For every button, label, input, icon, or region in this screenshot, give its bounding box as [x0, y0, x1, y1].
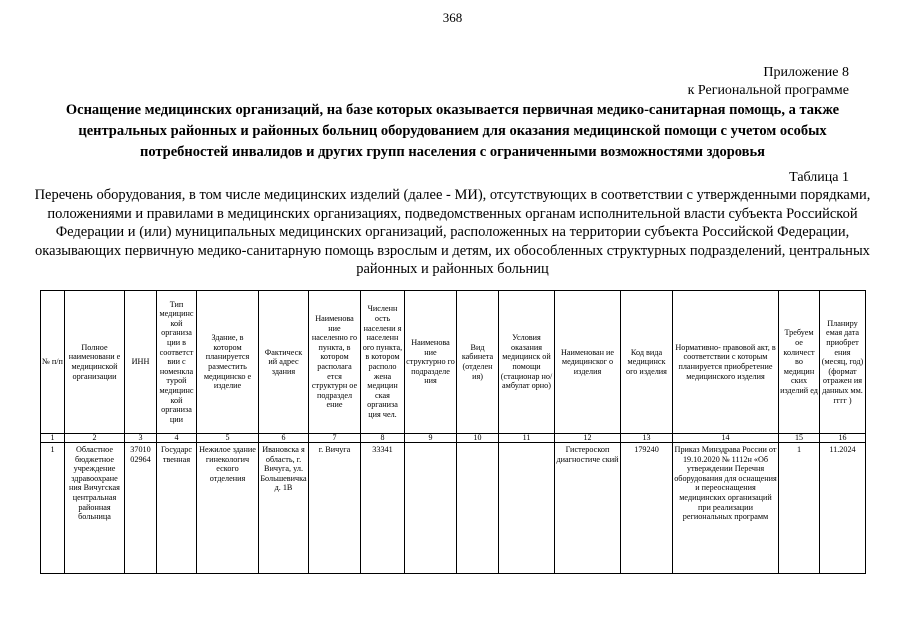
column-number: 16: [820, 434, 866, 443]
column-number: 11: [499, 434, 555, 443]
table-cell: 1: [779, 443, 820, 574]
column-number: 6: [259, 434, 309, 443]
table-cell: 33341: [361, 443, 405, 574]
column-number: 5: [197, 434, 259, 443]
table-cell: Гистероскоп диагностиче ский: [555, 443, 621, 574]
document-title: Оснащение медицинских организаций, на базе которых оказывается первичная медико-санитарная помощь, а также центральных районных и районных больниц оборудованием для оказания медицинской помощи с учетом особых потребностей инвалидов и других групп населения с ограниченными возможностями здоровья: [65, 102, 840, 160]
table-subtitle: Перечень оборудования, в том числе медицинских изделий (далее - МИ), отсутствующих в соответствии с утвержденными порядками, положениями и правилами в медицинских организациях, подведомственных органам исполнительной власти субъекта Российской Федерации и (или) муниципальных медицинских организаций, расположенных на территории субъекта Российской Федерации, оказывающих первичную медико-санитарную помощь взрослым и детям, их обособленных структурных подразделений, центральных районных и районных больниц: [34, 187, 871, 277]
header-cell: Наименова ние населенно го пункта, в котором располага ется структурн ое подраздел ение: [309, 291, 361, 434]
header-cell: Полное наименовани е медицинской организации: [65, 291, 125, 434]
header-cell: Условия оказания медицинск ой помощи (стационар но/амбулат орно): [499, 291, 555, 434]
table-header-row: [41, 291, 866, 434]
column-number: 14: [673, 434, 779, 443]
table-cell: Приказ Минздрава России от 19.10.2020 № 1112н «Об утверждении Перечня оборудования для оснащения и переоснащения медицинских организаций при реализации региональных программ: [673, 443, 779, 574]
table-cell: 1: [41, 443, 65, 574]
table-label: Таблица 1: [789, 170, 849, 185]
header-cell: ИНН: [125, 291, 157, 434]
header-cell: Здание, в котором планируется разместить медицинско е изделие: [197, 291, 259, 434]
column-number: 15: [779, 434, 820, 443]
column-number: 7: [309, 434, 361, 443]
table-cell: 11.2024: [820, 443, 866, 574]
table-cell: Ивановска я область, г. Вичуга, ул. Большевичка д. 1В: [259, 443, 309, 574]
table-cell: Нежилое здание гинекологич еского отделения: [197, 443, 259, 574]
page-number: 368: [442, 10, 463, 25]
header-cell: Требуем ое количест во медицин ских изделий ед: [779, 291, 820, 434]
appendix-heading: [688, 64, 849, 100]
header-cell: № п/п: [41, 291, 65, 434]
table-row: [41, 443, 866, 574]
header-cell: Наименован ие медицинског о изделия: [555, 291, 621, 434]
appendix-line-1: Приложение 8: [763, 65, 849, 80]
table-cell: Областное бюджетное учреждение здравоохране ния Вичугская центральная районная больница: [65, 443, 125, 574]
table-cell: [499, 443, 555, 574]
table-cell: Государс твенная: [157, 443, 197, 574]
column-number: 3: [125, 434, 157, 443]
column-number: 8: [361, 434, 405, 443]
header-cell: Тип медицинс кой организа ции в соответст вии с номенкла турой медицинс кой организа ции: [157, 291, 197, 434]
table-cell: [457, 443, 499, 574]
header-cell: Фактическ ий адрес здания: [259, 291, 309, 434]
column-number: 13: [621, 434, 673, 443]
column-number: 4: [157, 434, 197, 443]
appendix-line-2: к Региональной программе: [687, 83, 849, 98]
column-number-row: [41, 434, 866, 443]
column-number: 1: [41, 434, 65, 443]
header-cell: Наименова ние структурно го подразделе ния: [405, 291, 457, 434]
header-cell: Планиру емая дата приобрет ения (месяц, год) (формат отражен ия данных мм. гггг ): [820, 291, 866, 434]
column-number: 2: [65, 434, 125, 443]
column-number: 12: [555, 434, 621, 443]
header-cell: Код вида медицинск ого изделия: [621, 291, 673, 434]
header-cell: Численн ость населени я населенн ого пункта, в котором располо жена медицин ская организа ция чел.: [361, 291, 405, 434]
table-cell: г. Вичуга: [309, 443, 361, 574]
equipment-table: [40, 290, 866, 574]
column-number: 9: [405, 434, 457, 443]
table-cell: 179240: [621, 443, 673, 574]
table-cell: 37010 02964: [125, 443, 157, 574]
table-cell: [405, 443, 457, 574]
column-number: 10: [457, 434, 499, 443]
header-cell: Вид кабинета (отделен ия): [457, 291, 499, 434]
header-cell: Нормативно- правовой акт, в соответствии с которым планируется приобретение медицинского изделия: [673, 291, 779, 434]
